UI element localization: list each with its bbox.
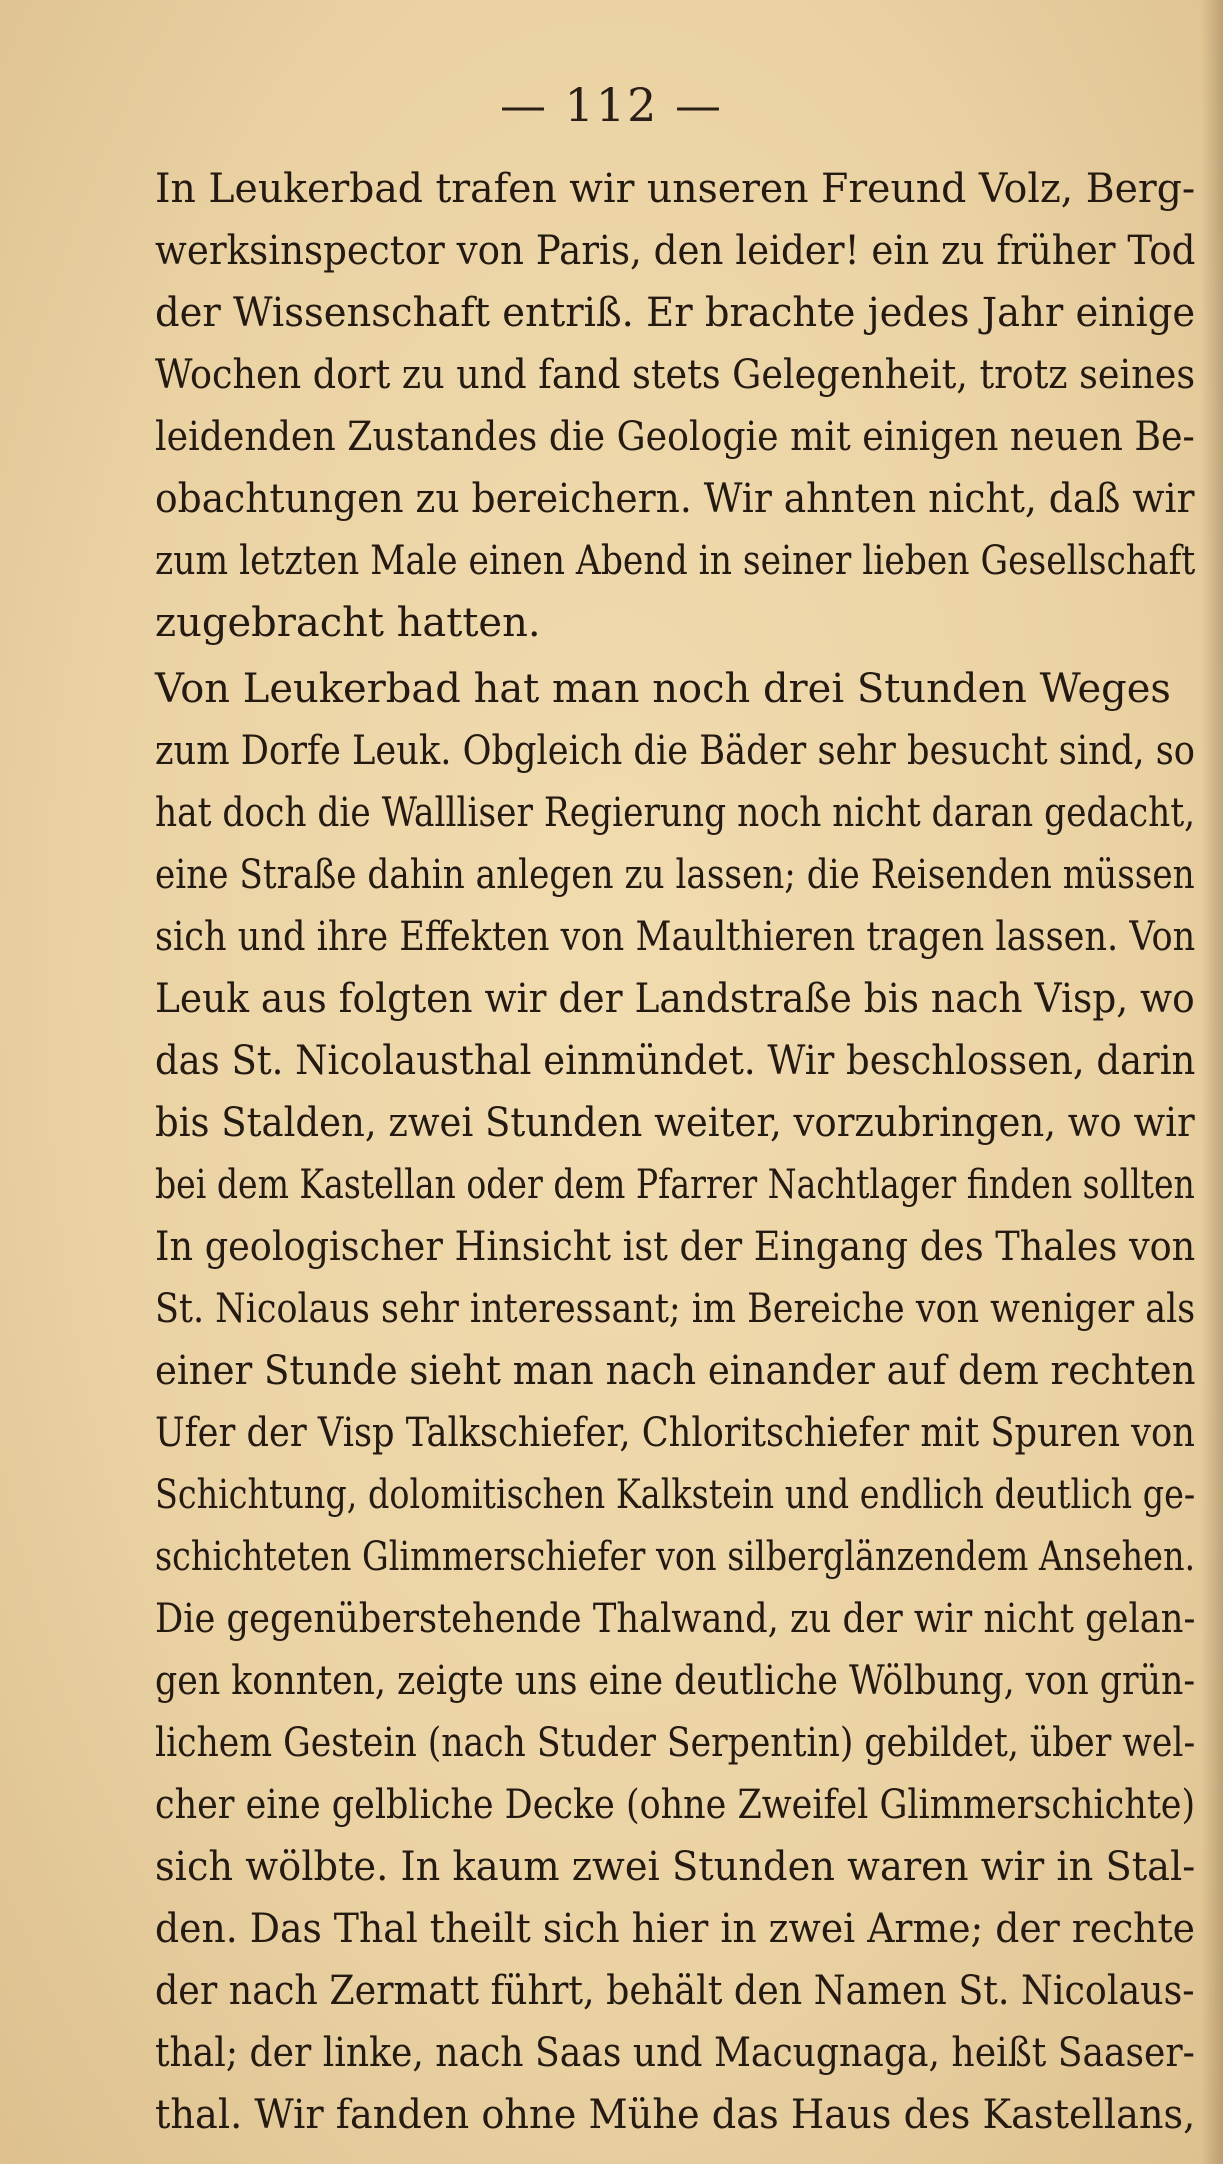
text-line: In Leukerbad trafen wir unseren Freund Volz, Berg- xyxy=(155,166,1196,212)
text-line: bis Stalden, zwei Stunden weiter, vorzubringen, wo wir xyxy=(155,1100,1195,1146)
text-line: das St. Nicolausthal einmündet. Wir beschlossen, darin xyxy=(155,1038,1196,1084)
text-line: St. Nicolaus sehr interessant; im Bereiche von weniger als xyxy=(155,1286,1196,1332)
text-line: werksinspector von Paris, den leider! ein zu früher Tod xyxy=(155,228,1196,274)
text-line: bei dem Kastellan oder dem Pfarrer Nachtlager finden sollten xyxy=(155,1162,1195,1208)
text-line: den. Das Thal theilt sich hier in zwei Arme; der rechte xyxy=(155,1906,1195,1952)
text-line: schichteten Glimmerschiefer von silberglänzendem Ansehen. xyxy=(155,1534,1196,1580)
text-line: zum letzten Male einen Abend in seiner lieben Gesellschaft xyxy=(155,538,1196,584)
text-line: zugebracht hatten. xyxy=(155,600,541,646)
text-line: cher eine gelbliche Decke (ohne Zweifel Glimmerschichte) xyxy=(155,1782,1196,1828)
page-number: — 112 — xyxy=(499,78,724,132)
text-line: sich und ihre Effekten von Maulthieren tragen lassen. Von xyxy=(155,914,1196,960)
text-line: Die gegenüberstehende Thalwand, zu der wir nicht gelan- xyxy=(155,1596,1196,1642)
text-line: Von Leukerbad hat man noch drei Stunden Weges xyxy=(155,666,1171,712)
text-line: Wochen dort zu und fand stets Gelegenheit, trotz seines xyxy=(155,352,1196,398)
text-line: der nach Zermatt führt, behält den Namen St. Nicolaus- xyxy=(155,1968,1195,2014)
text-line: gen konnten, zeigte uns eine deutliche Wölbung, von grün- xyxy=(155,1658,1196,1704)
text-line: Ufer der Visp Talkschiefer, Chloritschiefer mit Spuren von xyxy=(155,1410,1195,1456)
text-line: sich wölbte. In kaum zwei Stunden waren wir in Stal- xyxy=(155,1844,1196,1890)
text-line: Schichtung, dolomitischen Kalkstein und endlich deutlich ge- xyxy=(155,1472,1196,1518)
text-line: der Wissenschaft entriß. Er brachte jedes Jahr einige xyxy=(155,290,1196,336)
text-line: eine Straße dahin anlegen zu lassen; die Reisenden müssen xyxy=(155,852,1195,898)
text-line: thal. Wir fanden ohne Mühe das Haus des Kastellans, xyxy=(155,2092,1196,2138)
text-line: Leuk aus folgten wir der Landstraße bis nach Visp, wo xyxy=(155,976,1195,1022)
text-line: hat doch die Wallliser Regierung noch nicht daran gedacht, xyxy=(155,790,1196,836)
text-line: thal; der linke, nach Saas und Macugnaga, heißt Saaser- xyxy=(155,2030,1195,2076)
text-line: lichem Gestein (nach Studer Serpentin) gebildet, über wel- xyxy=(155,1720,1196,1766)
page-edge-shadow xyxy=(1201,0,1223,2164)
text-line: zum Dorfe Leuk. Obgleich die Bäder sehr besucht sind, so xyxy=(155,728,1195,774)
text-line: obachtungen zu bereichern. Wir ahnten nicht, daß wir xyxy=(155,476,1195,522)
text-line: einer Stunde sieht man nach einander auf dem rechten xyxy=(155,1348,1196,1394)
text-line: leidenden Zustandes die Geologie mit einigen neuen Be- xyxy=(155,414,1195,460)
text-line: In geologischer Hinsicht ist der Eingang des Thales von xyxy=(155,1224,1196,1270)
